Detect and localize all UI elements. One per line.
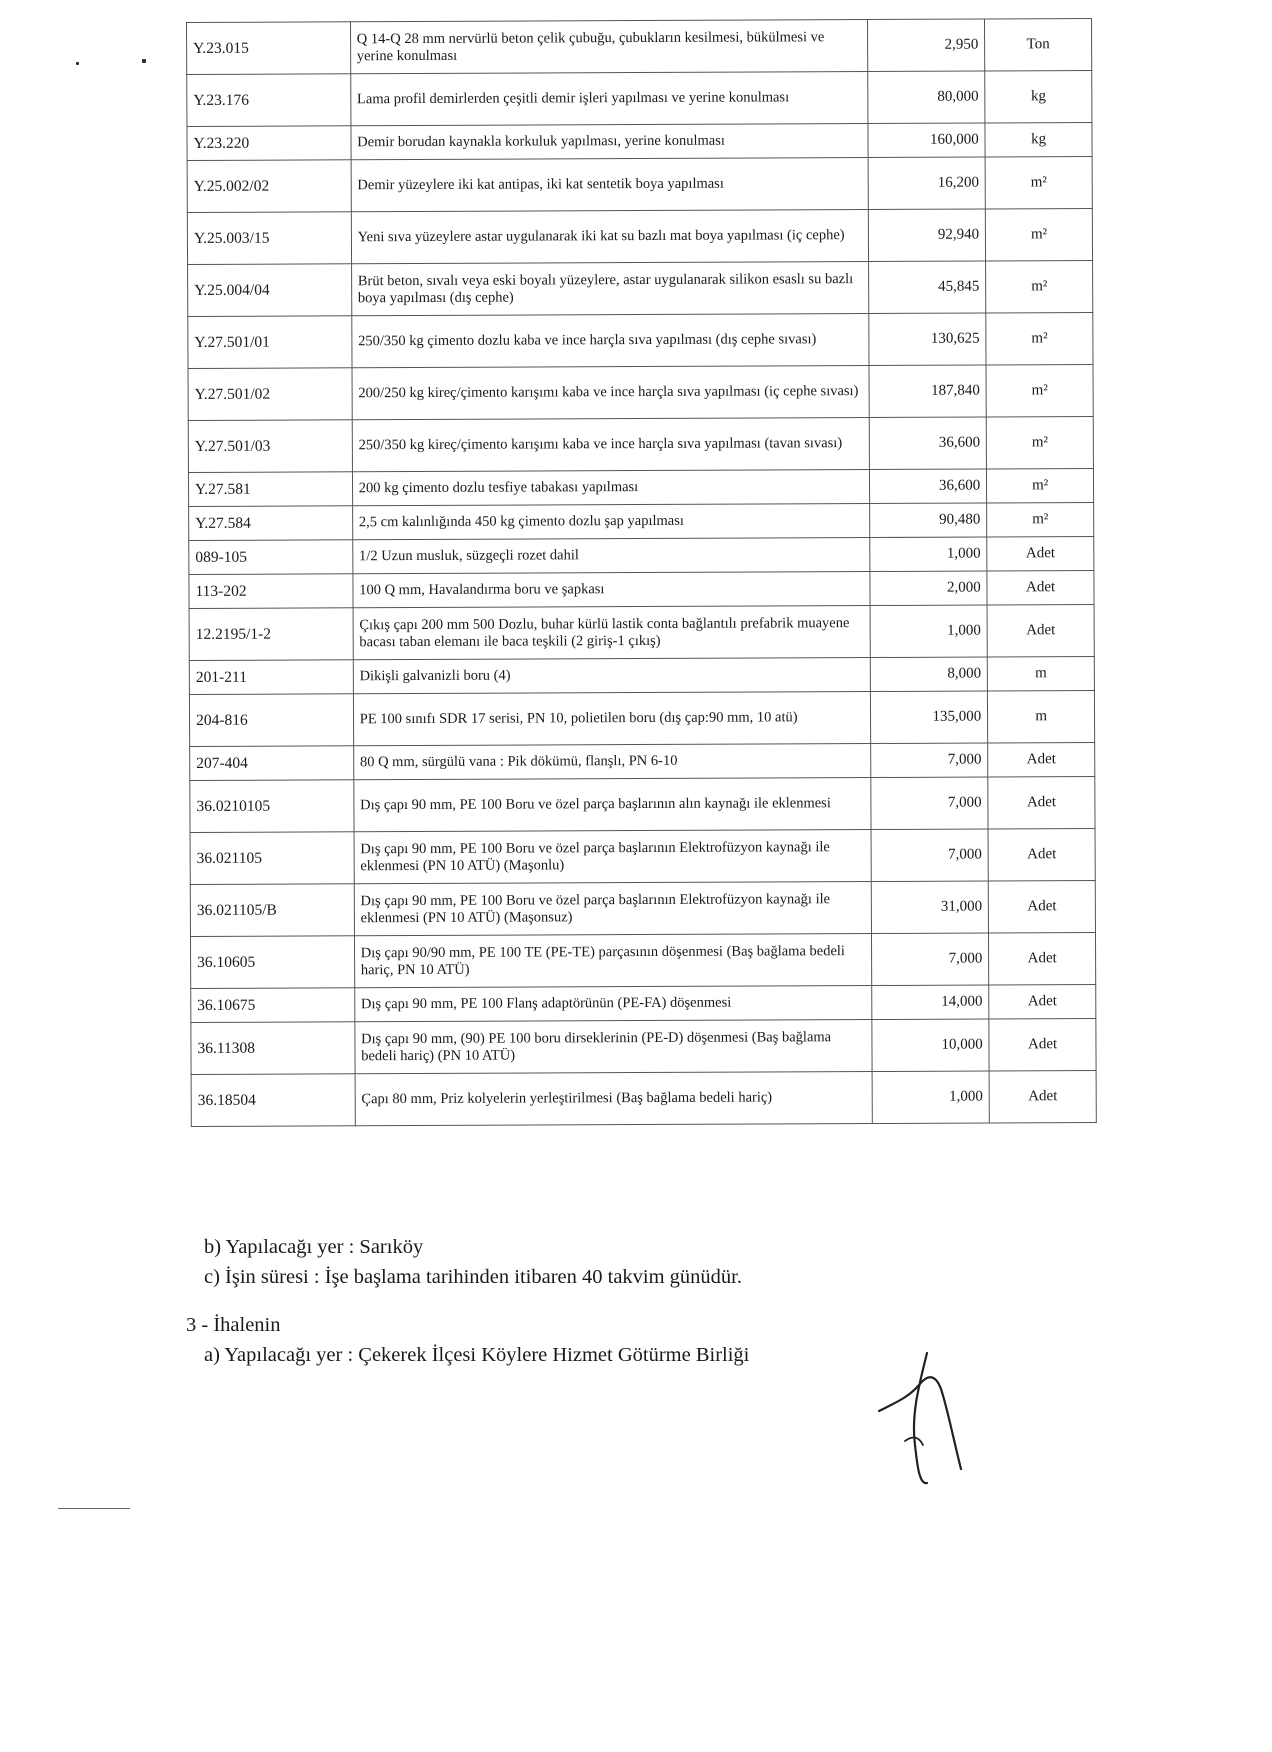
table-row bbox=[189, 605, 1094, 661]
item-quantity: 1,000 bbox=[872, 1071, 989, 1124]
item-code: Y.27.501/03 bbox=[188, 420, 352, 473]
item-code: Y.27.501/02 bbox=[188, 368, 352, 421]
item-code: Y.23.176 bbox=[187, 74, 351, 127]
item-unit: Adet bbox=[988, 881, 1095, 933]
item-quantity: 7,000 bbox=[871, 743, 988, 778]
item-description: 80 Q mm, sürgülü vana : Pik dökümü, flanşlı, PN 6-10 bbox=[353, 744, 871, 780]
item-description: Çapı 80 mm, Priz kolyelerin yerleştirilmesi (Baş bağlama bedeli hariç) bbox=[355, 1072, 873, 1126]
section-heading: 3 - İhalenin bbox=[186, 1314, 281, 1336]
handwritten-signature bbox=[875, 1345, 995, 1495]
item-description: 1/2 Uzun musluk, süzgeçli rozet dahil bbox=[352, 538, 870, 574]
item-unit: m² bbox=[985, 157, 1092, 209]
item-unit: Adet bbox=[989, 933, 1096, 985]
table-row bbox=[188, 417, 1093, 473]
item-code: Y.25.004/04 bbox=[188, 264, 352, 317]
item-description: Dış çapı 90/90 mm, PE 100 TE (PE-TE) parçasının döşenmesi (Baş bağlama bedeli hariç, PN 10 ATÜ) bbox=[354, 934, 872, 988]
item-unit: m bbox=[987, 657, 1094, 691]
item-description: Yeni sıva yüzeylere astar uygulanarak iki kat su bazlı mat boya yapılması (iç cephe) bbox=[351, 210, 869, 264]
item-code: Y.25.002/02 bbox=[187, 160, 351, 213]
table-row bbox=[189, 537, 1094, 575]
table-row bbox=[187, 123, 1092, 161]
item-unit: Adet bbox=[987, 571, 1094, 605]
item-quantity: 160,000 bbox=[868, 123, 985, 158]
item-code: 36.021105/B bbox=[190, 884, 354, 937]
item-code: Y.23.220 bbox=[187, 126, 351, 161]
table-row bbox=[190, 829, 1095, 885]
item-unit: Adet bbox=[989, 1071, 1096, 1123]
item-quantity: 80,000 bbox=[868, 71, 985, 124]
item-unit: Ton bbox=[985, 19, 1092, 71]
table-row bbox=[191, 1019, 1096, 1075]
item-description: Dikişli galvanizli boru (4) bbox=[353, 658, 871, 694]
table-row bbox=[190, 933, 1095, 989]
item-quantity: 7,000 bbox=[871, 829, 988, 882]
item-unit: m² bbox=[986, 313, 1093, 365]
item-unit: Adet bbox=[989, 1019, 1096, 1071]
item-code: 36.021105 bbox=[190, 832, 354, 885]
place-label: b) Yapılacağı yer : bbox=[204, 1236, 355, 1258]
item-quantity: 10,000 bbox=[872, 1019, 989, 1072]
item-code: Y.23.015 bbox=[187, 22, 351, 75]
item-description: Dış çapı 90 mm, PE 100 Boru ve özel parça başlarının alın kaynağı ile eklenmesi bbox=[354, 778, 872, 832]
table-row bbox=[187, 71, 1092, 127]
item-code: 201-211 bbox=[189, 660, 353, 695]
duration-label: c) İşin süresi : bbox=[204, 1266, 320, 1288]
item-description: Dış çapı 90 mm, PE 100 Flanş adaptörünün (PE-FA) döşenmesi bbox=[354, 986, 872, 1022]
item-code: Y.27.581 bbox=[188, 472, 352, 507]
item-quantity: 187,840 bbox=[869, 365, 986, 418]
item-unit: Adet bbox=[988, 829, 1095, 881]
scan-speck bbox=[76, 62, 79, 65]
duration-line bbox=[186, 1262, 1086, 1292]
item-code: Y.27.584 bbox=[189, 506, 353, 541]
item-unit: m² bbox=[987, 503, 1094, 537]
table-row bbox=[190, 743, 1095, 781]
table-row bbox=[187, 209, 1092, 265]
item-code: Y.25.003/15 bbox=[187, 212, 351, 265]
table-row bbox=[188, 469, 1093, 507]
item-unit: m² bbox=[986, 209, 1093, 261]
item-unit: Adet bbox=[987, 537, 1094, 571]
item-quantity: 92,940 bbox=[869, 209, 986, 262]
table-row bbox=[189, 503, 1094, 541]
table-row bbox=[189, 691, 1094, 747]
item-code: Y.27.501/01 bbox=[188, 316, 352, 369]
item-quantity: 16,200 bbox=[868, 157, 985, 210]
table-row bbox=[190, 777, 1095, 833]
table-row bbox=[188, 261, 1093, 317]
scan-speck bbox=[142, 59, 146, 63]
item-code: 36.10605 bbox=[190, 936, 354, 989]
item-description: Brüt beton, sıvalı veya eski boyalı yüzeylere, astar uygulanarak silikon esaslı su bazlı boya yapılması (dış cephe) bbox=[351, 262, 869, 316]
item-description: 2,5 cm kalınlığında 450 kg çimento dozlu şap yapılması bbox=[352, 504, 870, 540]
item-description: Q 14-Q 28 mm nervürlü beton çelik çubuğu, çubukların kesilmesi, bükülmesi ve yerine konulması bbox=[350, 20, 868, 74]
item-quantity: 1,000 bbox=[870, 605, 987, 658]
item-quantity: 135,000 bbox=[871, 691, 988, 744]
item-quantity: 2,950 bbox=[868, 19, 985, 72]
item-code: 12.2195/1-2 bbox=[189, 608, 353, 661]
item-quantity: 1,000 bbox=[870, 537, 987, 572]
item-quantity: 36,600 bbox=[870, 417, 987, 470]
item-description: 250/350 kg çimento dozlu kaba ve ince harçla sıva yapılması (dış cephe sıvası) bbox=[351, 314, 869, 368]
table-row bbox=[188, 313, 1093, 369]
place-line bbox=[186, 1232, 1086, 1262]
item-unit: kg bbox=[985, 123, 1092, 157]
table-row bbox=[189, 571, 1094, 609]
item-quantity: 7,000 bbox=[872, 933, 989, 986]
item-quantity: 90,480 bbox=[870, 503, 987, 538]
item-quantity: 31,000 bbox=[872, 881, 989, 934]
item-unit: m bbox=[988, 691, 1095, 743]
table-row bbox=[190, 881, 1095, 937]
item-code: 089-105 bbox=[189, 540, 353, 575]
table-row bbox=[191, 1071, 1096, 1127]
table-row bbox=[189, 657, 1094, 695]
item-description: 100 Q mm, Havalandırma boru ve şapkası bbox=[353, 572, 871, 608]
item-quantity: 7,000 bbox=[871, 777, 988, 830]
item-code: 204-816 bbox=[189, 694, 353, 747]
table-row bbox=[187, 157, 1092, 213]
table-row bbox=[188, 365, 1093, 421]
item-code: 113-202 bbox=[189, 574, 353, 609]
item-description: Dış çapı 90 mm, PE 100 Boru ve özel parça başlarının Elektrofüzyon kaynağı ile eklenmesi (PN 10 ATÜ) (Maşonsuz) bbox=[354, 882, 872, 936]
item-code: 207-404 bbox=[190, 746, 354, 781]
item-unit: m² bbox=[986, 417, 1093, 469]
venue-label: a) Yapılacağı yer : bbox=[204, 1344, 354, 1366]
item-unit: kg bbox=[985, 71, 1092, 123]
table-row bbox=[187, 19, 1092, 75]
item-description: Dış çapı 90 mm, (90) PE 100 boru dirseklerinin (PE-D) döşenmesi (Baş bağlama bedeli hariç) (PN 10 ATÜ) bbox=[355, 1020, 873, 1074]
item-description: 200 kg çimento dozlu tesfiye tabakası yapılması bbox=[352, 470, 870, 506]
item-description: Çıkış çapı 200 mm 500 Dozlu, buhar kürlü lastik conta bağlantılı prefabrik muayene bacası taban elemanı ile baca teşkili (2 giriş-1 çıkış) bbox=[353, 606, 871, 660]
item-description: Dış çapı 90 mm, PE 100 Boru ve özel parça başlarının Elektrofüzyon kaynağı ile eklenmesi (PN 10 ATÜ) (Maşonlu) bbox=[354, 830, 872, 884]
item-quantity: 130,625 bbox=[869, 313, 986, 366]
item-unit: Adet bbox=[988, 743, 1095, 777]
item-unit: m² bbox=[986, 261, 1093, 313]
venue-value: Çekerek İlçesi Köylere Hizmet Götürme Birliği bbox=[358, 1344, 750, 1366]
items-table-body bbox=[187, 19, 1097, 1127]
table-row bbox=[191, 985, 1096, 1023]
place-value: Sarıköy bbox=[359, 1236, 424, 1258]
item-description: PE 100 sınıfı SDR 17 serisi, PN 10, polietilen boru (dış çap:90 mm, 10 atü) bbox=[353, 692, 871, 746]
item-description: Demir borudan kaynakla korkuluk yapılması, yerine konulması bbox=[351, 124, 869, 160]
item-quantity: 36,600 bbox=[870, 469, 987, 504]
margin-rule bbox=[58, 1508, 130, 1509]
item-quantity: 45,845 bbox=[869, 261, 986, 314]
item-description: Demir yüzeylere iki kat antipas, iki kat sentetik boya yapılması bbox=[351, 158, 869, 212]
duration-value: İşe başlama tarihinden itibaren 40 takvim günüdür. bbox=[324, 1266, 743, 1288]
items-table-wrapper bbox=[186, 18, 1097, 1127]
item-unit: Adet bbox=[988, 777, 1095, 829]
item-code: 36.10675 bbox=[191, 988, 355, 1023]
item-description: 250/350 kg kireç/çimento karışımı kaba ve ince harçla sıva yapılması (tavan sıvası) bbox=[352, 418, 870, 472]
item-description: 200/250 kg kireç/çimento karışımı kaba ve ince harçla sıva yapılması (iç cephe sıvası) bbox=[352, 366, 870, 420]
item-unit: Adet bbox=[989, 985, 1096, 1019]
item-quantity: 8,000 bbox=[871, 657, 988, 692]
item-unit: m² bbox=[986, 365, 1093, 417]
item-code: 36.11308 bbox=[191, 1022, 355, 1075]
items-table bbox=[186, 18, 1097, 1127]
item-quantity: 2,000 bbox=[870, 571, 987, 606]
item-quantity: 14,000 bbox=[872, 985, 989, 1020]
item-code: 36.18504 bbox=[191, 1074, 355, 1127]
item-code: 36.0210105 bbox=[190, 780, 354, 833]
item-unit: m² bbox=[987, 469, 1094, 503]
item-unit: Adet bbox=[987, 605, 1094, 657]
item-description: Lama profil demirlerden çeşitli demir işleri yapılması ve yerine konulması bbox=[350, 72, 868, 126]
